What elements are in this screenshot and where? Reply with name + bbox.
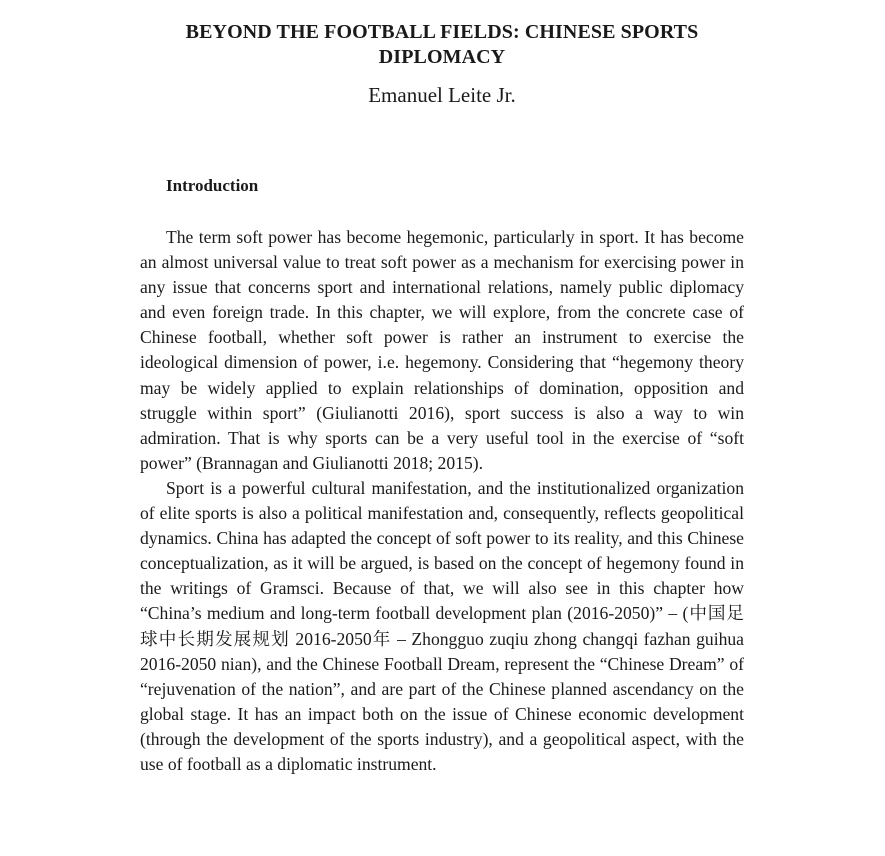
body-text (140, 225, 744, 777)
paragraph-1: The term soft power has become hegemonic, particularly in sport. It has become an almost universal value to treat soft power as a mechanism for exercising power in any issue that concerns sport and international relations, namely public diplomacy and even foreign trade. In this chapter, we will explore, from the concrete case of Chinese football, whether soft power is rather an instrument to exercise the ideological dimension of power, i.e. hegemony. Considering that “hegemony theory may be widely applied to explain relationships of domination, opposition and struggle within sport” (Giulianotti 2016), sport success is also a way to win admiration. That is why sports can be a very useful tool in the exercise of “soft power” (Brannagan and Giulianotti 2018; 2015). (140, 227, 744, 473)
paragraph-2: Sport is a powerful cultural manifestation, and the institutionalized organization of elite sports is also a political manifestation and, consequently, reflects geopolitical dynamics. China has adapted the concept of soft power to its reality, and this Chinese conceptualization, as it will be argued, is based on the concept of hegemony found in the writings of Gramsci. Because of that, we will also see in this chapter how “China’s medium and long-term football development plan (2016-2050)” – (中国足球中长期发展规划 2016-2050年 – Zhongguo zuqiu zhong changqi fazhan guihua 2016-2050 nian), and the Chinese Football Dream, represent the “Chinese Dream” of “rejuvenation of the nation”, and are part of the Chinese planned ascendancy on the global stage. It has an impact both on the issue of Chinese economic development (through the development of the sports industry), and a geopolitical aspect, with the use of football as a diplomatic instrument. (140, 477, 744, 774)
chapter-title: BEYOND THE FOOTBALL FIELDS: CHINESE SPORTS DIPLOMACY (185, 21, 699, 68)
author-name: Emanuel Leite Jr. (368, 83, 516, 107)
section-heading: Introduction (166, 176, 259, 195)
